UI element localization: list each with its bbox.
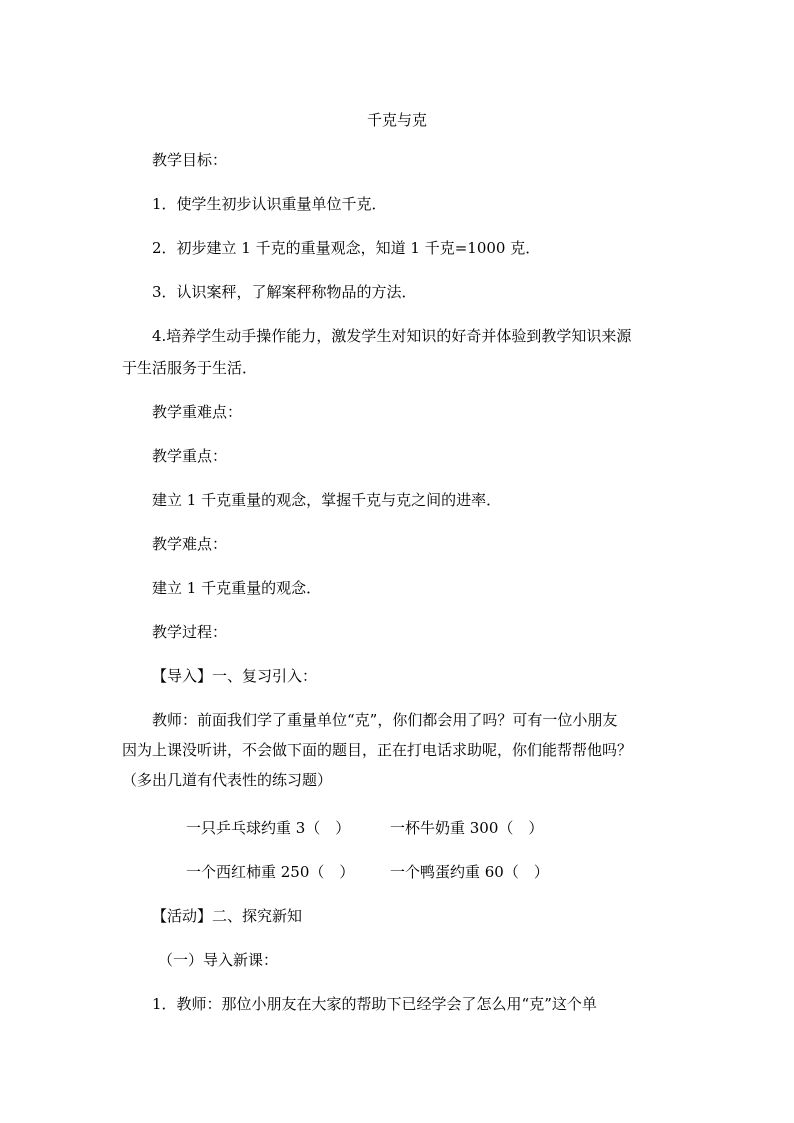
intro-paragraph-line2: 因为上课没听讲，不会做下面的题目，正在打电话求助呢，你们能帮帮他吗？	[122, 741, 633, 759]
exercise-item: 一个鸭蛋约重 60（ ）	[390, 863, 549, 881]
subsection-heading: （一）导入新课：	[158, 951, 279, 969]
intro-heading: 【导入】一、复习引入：	[152, 667, 318, 685]
key-text: 建立 1 千克重量的观念，掌握千克与克之间的进率．	[152, 491, 502, 509]
activity-heading: 【活动】二、探究新知	[152, 907, 303, 925]
intro-paragraph-line3: （多出几道有代表性的练习题）	[122, 771, 333, 789]
exercise-item: 一个西红柿重 250（ ）	[186, 863, 355, 881]
goals-heading: 教学目标：	[152, 151, 228, 169]
exercise-item: 一杯牛奶重 300（ ）	[390, 819, 544, 837]
exercise-item: 一只乒乓球约重 3（ ）	[186, 819, 351, 837]
key-heading: 教学重点：	[152, 447, 228, 465]
goal-2: 2．初步建立 1 千克的重量观念，知道 1 千克=1000 克．	[152, 239, 541, 257]
document-title: 千克与克	[366, 111, 427, 129]
goal-1: 1．使学生初步认识重量单位千克．	[152, 195, 387, 213]
intro-paragraph-line1: 教师：前面我们学了重量单位“克”，你们都会用了吗？可有一位小朋友	[152, 711, 618, 729]
difficult-text: 建立 1 千克重量的观念．	[152, 579, 322, 597]
process-heading: 教学过程：	[152, 623, 228, 641]
step-1: 1．教师：那位小朋友在大家的帮助下已经学会了怎么用“克”这个单	[152, 995, 597, 1013]
goal-4-line1: 4.培养学生动手操作能力，激发学生对知识的好奇并体验到教学知识来源	[152, 327, 632, 345]
goal-3: 3．认识案秤，了解案秤称物品的方法．	[152, 283, 417, 301]
goal-4-line2: 于生活服务于生活．	[122, 359, 258, 377]
difficult-heading: 教学难点：	[152, 535, 228, 553]
key-difficult-heading: 教学重难点：	[152, 403, 243, 421]
